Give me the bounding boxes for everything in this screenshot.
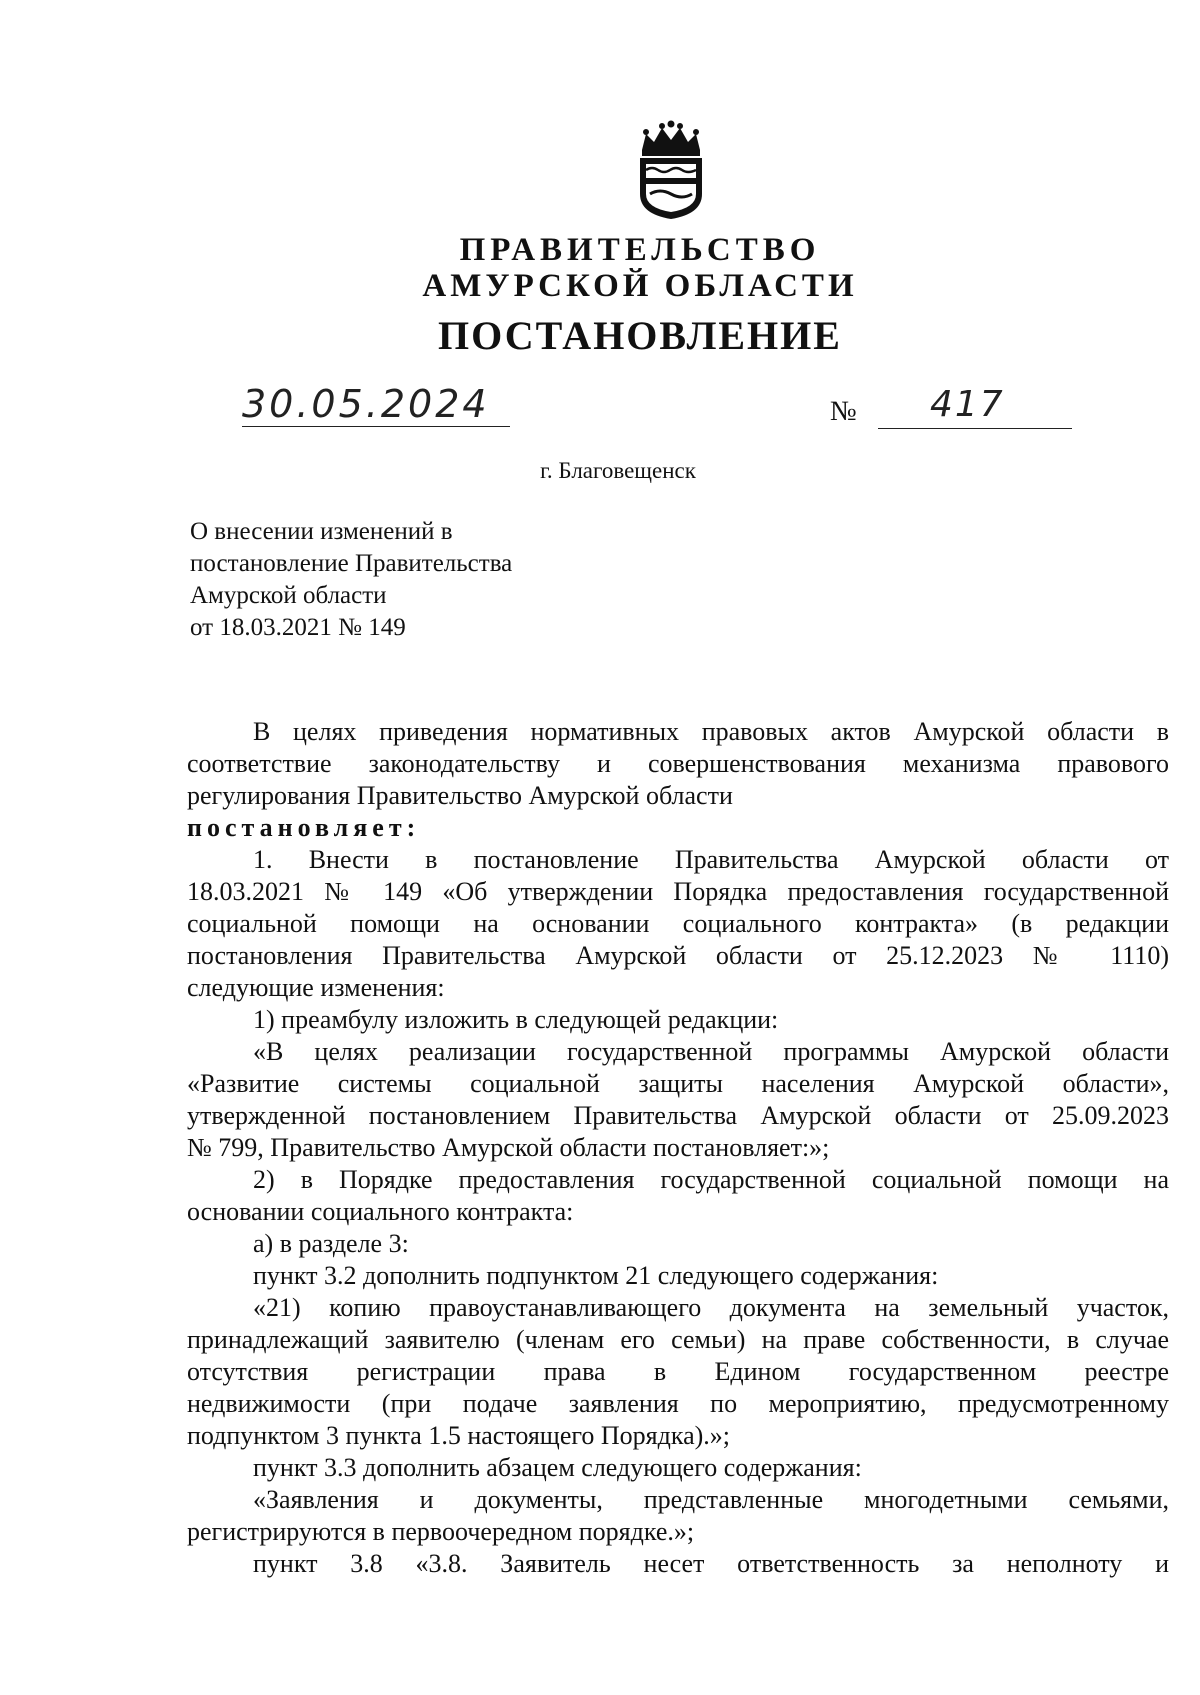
body-line: пункт 3.8 «3.8. Заявитель несет ответственность за неполноту и [253,1549,1169,1578]
body-line: утвержденной постановлением Правительства Амурской области от 25.09.2023 [187,1101,1169,1130]
subject-line: О внесении изменений в [190,518,453,545]
body-line: пункт 3.2 дополнить подпунктом 21 следующего содержания: [253,1261,939,1290]
body-line: постановления Правительства Амурской области от 25.12.2023 № 1110) [187,941,1169,970]
body-line: В целях приведения нормативных правовых актов Амурской области в [253,717,1169,746]
resolution-verb: постановляет: [187,813,421,842]
body-line: основании социального контракта: [187,1197,574,1226]
number-underline [878,428,1072,429]
body-line: «В целях реализации государственной программы Амурской области [253,1037,1169,1066]
body-line: недвижимости (при подаче заявления по мероприятию, предусмотренному [187,1389,1169,1418]
subject-line: Амурской области [190,582,387,609]
document-type-title: ПОСТАНОВЛЕНИЕ [438,313,842,358]
body-line: регулирования Правительство Амурской области [187,781,733,810]
body-line: подпунктом 3 пункта 1.5 настоящего Порядка).»; [187,1421,731,1450]
body-line: 2) в Порядке предоставления государственной социальной помощи на [253,1165,1169,1194]
document-number: 417 [930,384,1005,425]
body-line: а) в разделе 3: [253,1229,409,1258]
body-line: принадлежащий заявителю (членам его семьи) на праве собственности, в случае [187,1325,1169,1354]
document-body [187,716,1169,1580]
body-line: «21) копию правоустанавливающего документа на земельный участок, [253,1293,1169,1322]
date-underline [242,426,510,427]
number-label: № [830,396,857,427]
body-line: 18.03.2021 № 149 «Об утверждении Порядка предоставления государственной [187,877,1169,906]
body-line: социальной помощи на основании социального контракта» (в редакции [187,909,1169,938]
organization-name-line1: ПРАВИТЕЛЬСТВО [459,232,821,268]
body-line: регистрируются в первоочередном порядке.»; [187,1517,695,1546]
body-line: 1) преамбулу изложить в следующей редакции: [253,1005,779,1034]
coat-of-arms-icon [632,120,710,220]
body-line: «Заявления и документы, представленные многодетными семьями, [253,1485,1169,1514]
subject-line: от 18.03.2021 № 149 [190,614,406,641]
body-line: № 799, Правительство Амурской области постановляет:»; [187,1133,830,1162]
document-subject [190,516,710,644]
body-line: пункт 3.3 дополнить абзацем следующего содержания: [253,1453,862,1482]
body-line: «Развитие системы социальной защиты населения Амурской области», [187,1069,1169,1098]
organization-name-line2: АМУРСКОЙ ОБЛАСТИ [422,268,858,304]
body-line: следующие изменения: [187,973,445,1002]
document-date: 30.05.2024 [242,382,490,426]
subject-line: постановление Правительства [190,550,513,577]
body-line: соответствие законодательству и совершенствования механизма правового [187,749,1169,778]
document-city: г. Благовещенск [540,458,696,483]
body-line: 1. Внести в постановление Правительства Амурской области от [253,845,1169,874]
body-line: отсутствия регистрации права в Едином государственном реестре [187,1357,1169,1386]
